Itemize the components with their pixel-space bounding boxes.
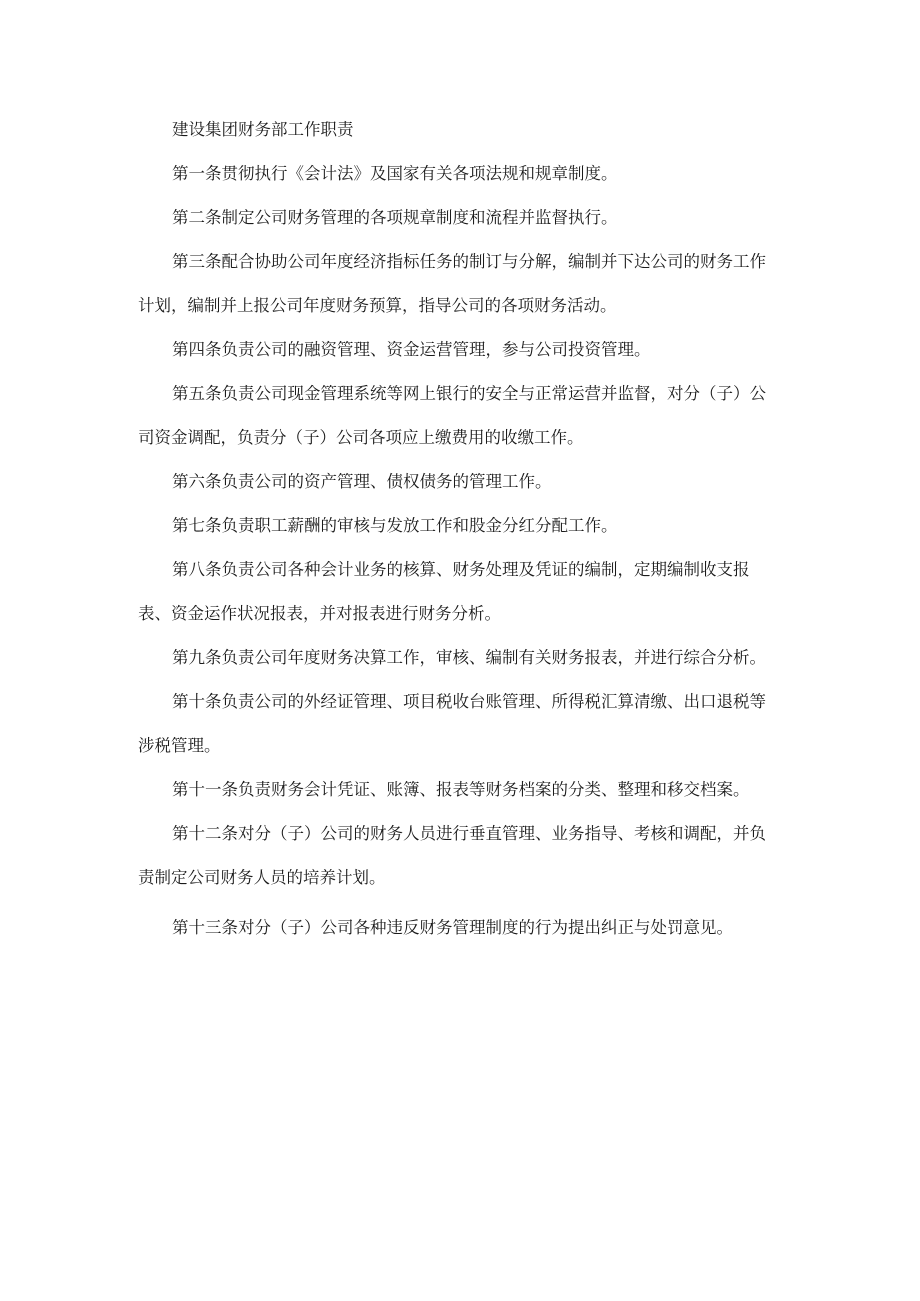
article-1: 第一条贯彻执行《会计法》及国家有关各项法规和规章制度。 xyxy=(172,164,618,183)
document-title: 建设集团财务部工作职责 xyxy=(172,120,354,139)
article-6: 第六条负责公司的资产管理、债权债务的管理工作。 xyxy=(172,472,552,491)
article-13: 第十三条对分（子）公司各种违反财务管理制度的行为提出纠正与处罚意见。 xyxy=(172,918,733,937)
article-8: 第八条负责公司各种会计业务的核算、财务处理及凭证的编制，定期编制收支报表、资金运作状况报表，并对报表进行财务分析。 xyxy=(138,560,750,623)
article-9: 第九条负责公司年度财务决算工作，审核、编制有关财务报表，并进行综合分析。 xyxy=(172,648,766,667)
article-7: 第七条负责职工薪酬的审核与发放工作和股金分红分配工作。 xyxy=(172,516,618,535)
article-3: 第三条配合协助公司年度经济指标任务的制订与分解，编制并下达公司的财务工作计划，编制并上报公司年度财务预算，指导公司的各项财务活动。 xyxy=(138,252,766,315)
article-11: 第十一条负责财务会计凭证、账簿、报表等财务档案的分类、整理和移交档案。 xyxy=(172,780,750,799)
article-5: 第五条负责公司现金管理系统等网上银行的安全与正常运营并监督，对分（子）公司资金调配，负责分（子）公司各项应上缴费用的收缴工作。 xyxy=(138,384,766,447)
article-12: 第十二条对分（子）公司的财务人员进行垂直管理、业务指导、考核和调配，并负责制定公司财务人员的培养计划。 xyxy=(138,824,766,887)
article-4: 第四条负责公司的融资管理、资金运营管理，参与公司投资管理。 xyxy=(172,340,651,359)
article-2: 第二条制定公司财务管理的各项规章制度和流程并监督执行。 xyxy=(172,208,618,227)
document-body xyxy=(138,108,778,950)
article-10: 第十条负责公司的外经证管理、项目税收台账管理、所得税汇算清缴、出口退税等涉税管理。 xyxy=(138,692,766,755)
